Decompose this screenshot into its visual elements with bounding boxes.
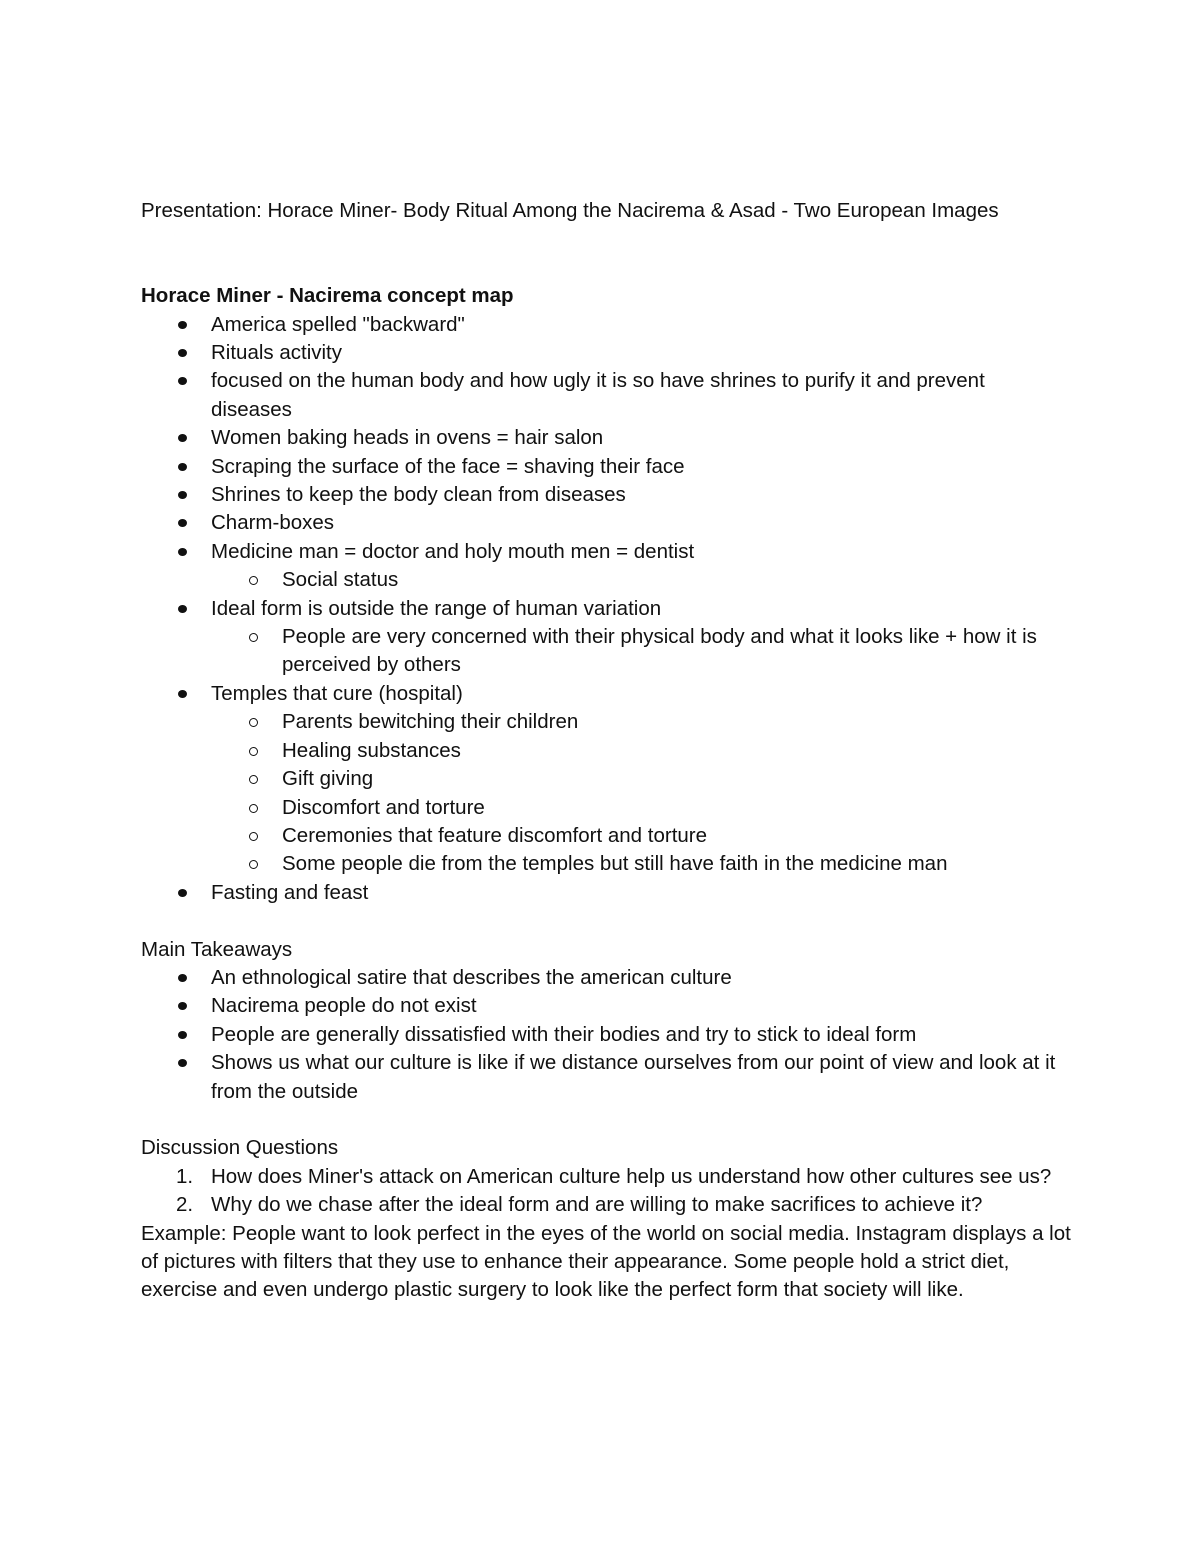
bullet-icon (178, 1002, 187, 1010)
bullet-icon (178, 519, 187, 527)
hollow-bullet-icon (249, 747, 258, 756)
list-item: Rituals activity (141, 339, 1071, 367)
bullet-icon (178, 889, 187, 897)
sub-list-item: Some people die from the temples but still have faith in the medicine man (141, 850, 1071, 878)
question-number: 1. (176, 1164, 194, 1188)
concept-map-heading: Horace Miner - Nacirema concept map (141, 284, 514, 308)
list-item: America spelled "backward" (141, 311, 1071, 339)
sub-list-item: Ceremonies that feature discomfort and torture (141, 822, 1071, 850)
hollow-bullet-icon (249, 860, 258, 869)
list-item: Women baking heads in ovens = hair salon (141, 424, 1071, 452)
bullet-icon (178, 349, 187, 357)
sub-list-item: Healing substances (141, 737, 1071, 765)
hollow-bullet-icon (249, 775, 258, 784)
list-item: focused on the human body and how ugly it is so have shrines to purify it and prevent diseases (141, 367, 1071, 424)
hollow-bullet-icon (249, 832, 258, 841)
list-item: People are generally dissatisfied with their bodies and try to stick to ideal form (141, 1021, 1071, 1049)
spacer (141, 225, 1071, 282)
bullet-icon (178, 1059, 187, 1067)
sub-list-item: Discomfort and torture (141, 794, 1071, 822)
bullet-icon (178, 974, 187, 982)
bullet-icon (178, 605, 187, 613)
bullet-icon (178, 434, 187, 442)
sub-list-item: People are very concerned with their physical body and what it looks like + how it is perceived by others (141, 623, 1071, 680)
discussion-section (141, 1134, 1071, 1304)
presentation-title: Presentation: Horace Miner- Body Ritual Among the Nacirema & Asad - Two European Images (141, 199, 999, 222)
hollow-bullet-icon (249, 804, 258, 813)
concept-map-list (141, 311, 1071, 908)
bullet-icon (178, 377, 187, 385)
question-item: 1. How does Miner's attack on American culture help us understand how other cultures see us? (141, 1163, 1071, 1191)
discussion-title: Discussion Questions (141, 1136, 339, 1160)
list-item: Charm-boxes (141, 509, 1071, 537)
question-number: 2. (176, 1193, 194, 1217)
list-item: Ideal form is outside the range of human variation (141, 595, 1071, 623)
bullet-icon (178, 1031, 187, 1039)
bullet-icon (178, 491, 187, 499)
takeaways-list (141, 964, 1071, 1106)
list-item: Temples that cure (hospital) (141, 680, 1071, 708)
takeaways-title: Main Takeaways (141, 937, 293, 961)
spacer (141, 1106, 1071, 1134)
discussion-list (141, 1163, 1071, 1220)
example-paragraph: Example: People want to look perfect in the eyes of the world on social media. Instagram displays a lot of pictures with filters that they use to enhance their appearance. Some people hold a strict diet, exercise and even undergo plastic surgery to look like the perfect form that society will like. (141, 1221, 1071, 1302)
list-item: Nacirema people do not exist (141, 992, 1071, 1020)
hollow-bullet-icon (249, 633, 258, 642)
takeaways-section (141, 936, 1071, 1106)
list-item: Shrines to keep the body clean from diseases (141, 481, 1071, 509)
hollow-bullet-icon (249, 576, 258, 585)
list-item: Shows us what our culture is like if we distance ourselves from our point of view and look at it from the outside (141, 1049, 1071, 1106)
list-item: Fasting and feast (141, 879, 1071, 907)
bullet-icon (178, 321, 187, 329)
list-item: Medicine man = doctor and holy mouth men = dentist (141, 538, 1071, 566)
bullet-icon (178, 690, 187, 698)
bullet-icon (178, 548, 187, 556)
document-page (141, 197, 1071, 1305)
hollow-bullet-icon (249, 718, 258, 727)
question-item: 2. Why do we chase after the ideal form and are willing to make sacrifices to achieve it? (141, 1191, 1071, 1219)
concept-map-section (141, 282, 1071, 907)
sub-list-item: Social status (141, 566, 1071, 594)
sub-list-item: Parents bewitching their children (141, 708, 1071, 736)
list-item: Scraping the surface of the face = shaving their face (141, 453, 1071, 481)
bullet-icon (178, 463, 187, 471)
spacer (141, 907, 1071, 935)
sub-list-item: Gift giving (141, 765, 1071, 793)
list-item: An ethnological satire that describes the american culture (141, 964, 1071, 992)
